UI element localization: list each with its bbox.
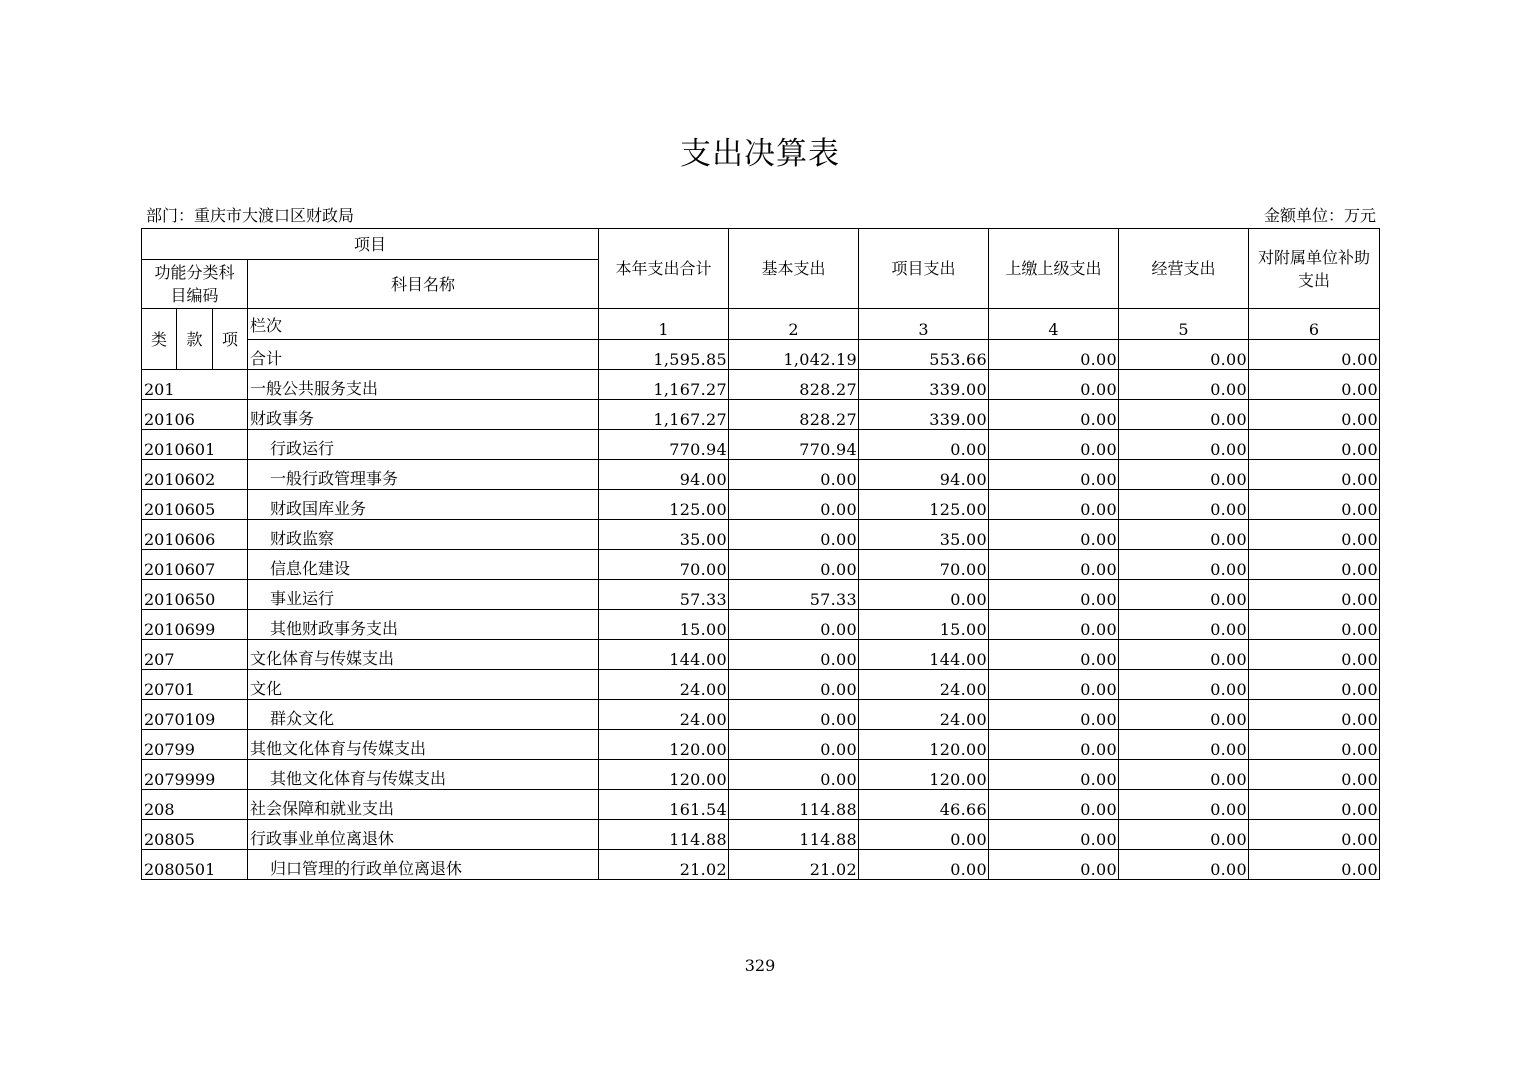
row-value: 1,167.27 [599,370,729,400]
row-value: 24.00 [859,700,989,730]
row-value: 35.00 [859,520,989,550]
row-value: 15.00 [599,610,729,640]
table-row [142,670,1380,700]
row-value: 0.00 [729,520,859,550]
row-value: 0.00 [729,670,859,700]
row-value: 144.00 [599,640,729,670]
row-value: 0.00 [1119,520,1249,550]
row-value: 0.00 [989,490,1119,520]
row-value: 114.88 [599,820,729,850]
row-value: 70.00 [859,550,989,580]
row-value: 0.00 [1119,400,1249,430]
row-value: 0.00 [989,760,1119,790]
row-value: 0.00 [1119,640,1249,670]
row-value: 120.00 [599,760,729,790]
row-value: 0.00 [859,820,989,850]
page-number: 329 [744,956,776,975]
row-value: 94.00 [859,460,989,490]
row-name: 其他文化体育与传媒支出 [248,760,599,790]
header-col-total: 本年支出合计 [599,229,729,309]
row-value: 0.00 [1119,490,1249,520]
row-value: 0.00 [989,670,1119,700]
row-code: 207 [142,640,248,670]
header-xiang: 项 [213,309,248,370]
total-value: 553.66 [859,340,989,370]
row-name: 一般公共服务支出 [248,370,599,400]
department-label: 部门：重庆市大渡口区财政局 [146,206,355,225]
row-value: 0.00 [989,520,1119,550]
row-value: 0.00 [989,850,1119,880]
row-value: 0.00 [1249,580,1380,610]
row-value: 0.00 [1119,730,1249,760]
row-value: 0.00 [1249,430,1380,460]
row-code: 20799 [142,730,248,760]
row-name: 财政监察 [248,520,599,550]
row-value: 0.00 [729,610,859,640]
row-value: 0.00 [1119,550,1249,580]
row-value: 57.33 [729,580,859,610]
row-name: 归口管理的行政单位离退休 [248,850,599,880]
row-value: 125.00 [599,490,729,520]
row-value: 120.00 [859,730,989,760]
row-value: 0.00 [1249,670,1380,700]
row-value: 0.00 [1119,670,1249,700]
row-code: 2010607 [142,550,248,580]
row-value: 0.00 [729,640,859,670]
row-value: 0.00 [1249,520,1380,550]
row-value: 0.00 [1249,460,1380,490]
row-value: 0.00 [989,730,1119,760]
header-col-num: 4 [989,309,1119,340]
table-row [142,520,1380,550]
row-value: 0.00 [1249,610,1380,640]
table-row [142,580,1380,610]
row-value: 0.00 [1119,790,1249,820]
table-row [142,820,1380,850]
row-value: 0.00 [1249,700,1380,730]
row-value: 21.02 [729,850,859,880]
row-value: 94.00 [599,460,729,490]
header-col-upper: 上缴上级支出 [989,229,1119,309]
page-title: 支出决算表 [680,136,840,172]
row-value: 0.00 [1119,430,1249,460]
row-value: 0.00 [1119,760,1249,790]
total-row-label: 合计 [248,340,599,370]
table-row [142,460,1380,490]
header-col-num: 1 [599,309,729,340]
header-item: 项目 [142,229,599,260]
row-value: 0.00 [1249,400,1380,430]
row-value: 0.00 [989,790,1119,820]
row-code: 2010699 [142,610,248,640]
row-code: 2079999 [142,760,248,790]
row-value: 35.00 [599,520,729,550]
row-value: 0.00 [729,460,859,490]
row-value: 0.00 [1119,580,1249,610]
header-lei: 类 [142,309,177,370]
table-row [142,640,1380,670]
table-row [142,610,1380,640]
header-func-code: 功能分类科目编码 [142,260,248,309]
row-value: 0.00 [989,820,1119,850]
row-value: 24.00 [599,670,729,700]
table-row [142,850,1380,880]
expenditure-table [141,228,1380,880]
row-value: 1,167.27 [599,400,729,430]
row-name: 行政事业单位离退休 [248,820,599,850]
row-value: 0.00 [1249,640,1380,670]
row-code: 2010606 [142,520,248,550]
row-value: 144.00 [859,640,989,670]
row-name: 行政运行 [248,430,599,460]
row-value: 828.27 [729,400,859,430]
row-value: 161.54 [599,790,729,820]
row-value: 0.00 [989,430,1119,460]
row-value: 114.88 [729,820,859,850]
row-value: 828.27 [729,370,859,400]
header-col-subsidy: 对附属单位补助支出 [1249,229,1380,309]
row-value: 0.00 [989,610,1119,640]
row-value: 24.00 [859,670,989,700]
header-col-num: 3 [859,309,989,340]
row-name: 社会保障和就业支出 [248,790,599,820]
row-code: 2010602 [142,460,248,490]
table-row [142,400,1380,430]
row-value: 0.00 [989,400,1119,430]
row-code: 2010650 [142,580,248,610]
row-value: 0.00 [1249,730,1380,760]
row-name: 其他文化体育与传媒支出 [248,730,599,760]
row-value: 0.00 [1249,490,1380,520]
row-value: 0.00 [1119,460,1249,490]
row-name: 文化体育与传媒支出 [248,640,599,670]
row-value: 0.00 [859,580,989,610]
row-value: 770.94 [729,430,859,460]
row-code: 208 [142,790,248,820]
row-value: 0.00 [989,460,1119,490]
row-code: 20701 [142,670,248,700]
row-value: 0.00 [1249,820,1380,850]
total-value: 1,595.85 [599,340,729,370]
row-code: 20805 [142,820,248,850]
total-value: 1,042.19 [729,340,859,370]
header-col-project: 项目支出 [859,229,989,309]
row-value: 0.00 [729,760,859,790]
row-value: 120.00 [599,730,729,760]
header-col-basic: 基本支出 [729,229,859,309]
row-name: 文化 [248,670,599,700]
row-value: 0.00 [989,640,1119,670]
table-row [142,730,1380,760]
table-row [142,550,1380,580]
row-code: 20106 [142,400,248,430]
row-value: 0.00 [989,700,1119,730]
row-name: 财政事务 [248,400,599,430]
row-value: 0.00 [729,700,859,730]
row-value: 0.00 [729,490,859,520]
row-value: 0.00 [1249,850,1380,880]
row-value: 0.00 [1119,610,1249,640]
row-value: 21.02 [599,850,729,880]
row-value: 0.00 [1119,850,1249,880]
header-lanci: 栏次 [248,309,599,340]
row-value: 0.00 [1119,370,1249,400]
row-value: 0.00 [1119,820,1249,850]
row-value: 120.00 [859,760,989,790]
row-code: 2010601 [142,430,248,460]
row-value: 46.66 [859,790,989,820]
table-row [142,370,1380,400]
row-value: 0.00 [1119,700,1249,730]
row-value: 0.00 [1249,370,1380,400]
row-value: 339.00 [859,400,989,430]
row-name: 财政国库业务 [248,490,599,520]
row-value: 15.00 [859,610,989,640]
table-row [142,790,1380,820]
header-col-num: 2 [729,309,859,340]
row-name: 信息化建设 [248,550,599,580]
row-code: 201 [142,370,248,400]
row-name: 事业运行 [248,580,599,610]
unit-label: 金额单位：万元 [1263,206,1376,225]
row-value: 57.33 [599,580,729,610]
table-row [142,430,1380,460]
header-col-num: 5 [1119,309,1249,340]
header-kuan: 款 [177,309,213,370]
row-value: 24.00 [599,700,729,730]
row-name: 其他财政事务支出 [248,610,599,640]
row-value: 0.00 [1249,760,1380,790]
row-value: 0.00 [859,430,989,460]
row-name: 一般行政管理事务 [248,460,599,490]
row-value: 339.00 [859,370,989,400]
header-col-business: 经营支出 [1119,229,1249,309]
row-value: 125.00 [859,490,989,520]
table-row [142,700,1380,730]
row-value: 0.00 [1249,790,1380,820]
total-value: 0.00 [1249,340,1380,370]
header-col-num: 6 [1249,309,1380,340]
row-value: 0.00 [729,730,859,760]
total-value: 0.00 [1119,340,1249,370]
row-value: 0.00 [989,580,1119,610]
row-value: 0.00 [989,550,1119,580]
row-value: 70.00 [599,550,729,580]
row-value: 0.00 [729,550,859,580]
row-code: 2010605 [142,490,248,520]
row-value: 770.94 [599,430,729,460]
header-subject-name: 科目名称 [248,260,599,309]
row-value: 0.00 [1249,550,1380,580]
row-value: 0.00 [989,370,1119,400]
row-value: 114.88 [729,790,859,820]
row-value: 0.00 [859,850,989,880]
table-row [142,760,1380,790]
row-code: 2070109 [142,700,248,730]
row-name: 群众文化 [248,700,599,730]
table-row [142,490,1380,520]
total-value: 0.00 [989,340,1119,370]
row-code: 2080501 [142,850,248,880]
